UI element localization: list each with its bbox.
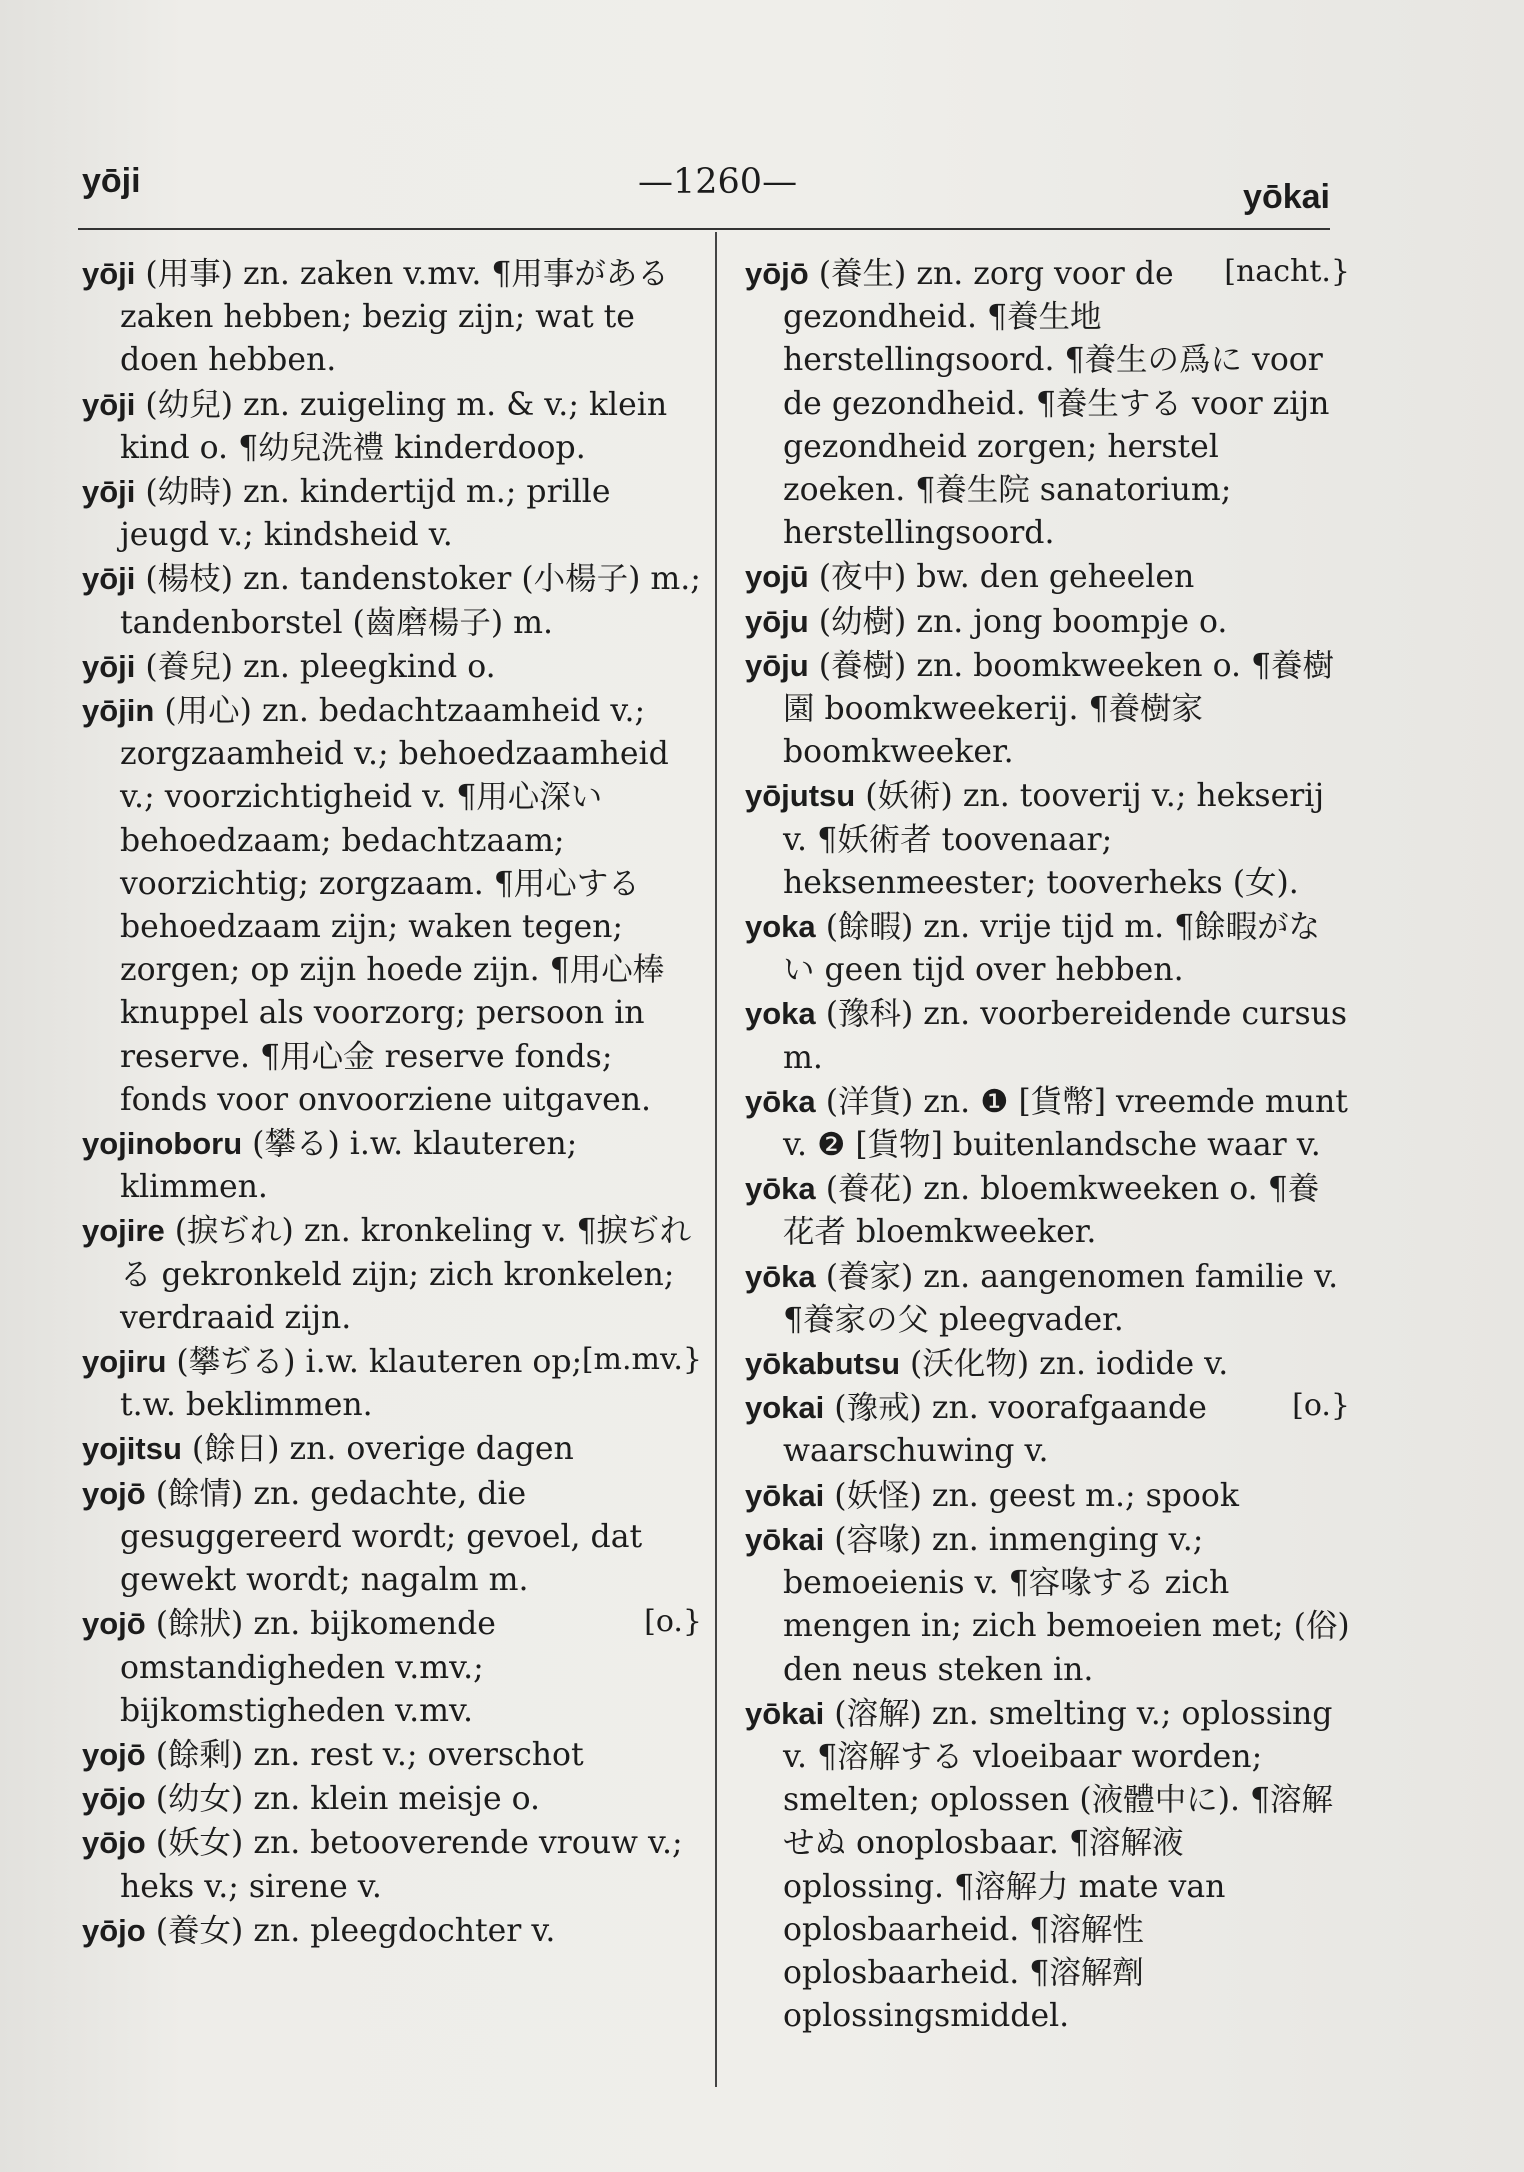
entry-definition: (幼樹) zn. jong boompje o.: [818, 603, 1228, 640]
dictionary-entry: [82, 1427, 702, 1471]
entry-headword: yōji: [82, 648, 136, 684]
dictionary-entry: [745, 644, 1350, 775]
page-header: [78, 150, 1330, 220]
entry-headword: yojō: [82, 1606, 146, 1642]
entry-definition: (溶解) zn. smelting v.; oplossing v. ¶溶解する vloeibaar worden; smelten; oplossen (液體中に). ¶溶解せぬ onoplosbaar. ¶溶解液 oplossing. ¶溶解力 mate van oplosbaarheid. ¶溶解性 oplosbaarheid. ¶溶解劑 oplossingsmiddel.: [783, 1695, 1334, 2035]
entry-definition: (幼女) zn. klein meisje o.: [155, 1781, 541, 1818]
dictionary-entry: [82, 689, 702, 1122]
dictionary-entry: [745, 1386, 1350, 1473]
dictionary-entry: [82, 1909, 702, 1953]
entry-definition: (養樹) zn. boomkweeken o. ¶養樹園 boomkweekerij. ¶養樹家 boomkweeker.: [783, 647, 1335, 771]
entry-headword: yōkai: [745, 1695, 825, 1731]
entry-headword: yojū: [745, 559, 809, 595]
dictionary-entry: [745, 774, 1350, 905]
dictionary-entry: [745, 1255, 1350, 1342]
entry-headword: yōjō: [745, 256, 809, 291]
entry-continuation-mark: [m.mv.}: [581, 1342, 702, 1378]
entry-definition: (捩ぢれ) zn. kronkeling v. ¶捩ぢれる gekronkeld zijn; zich kronkelen; verdraaid zijn.: [120, 1213, 692, 1336]
entry-headword: yōjo: [82, 1912, 146, 1948]
entry-definition: (餘剩) zn. rest v.; overschot: [155, 1736, 584, 1773]
dictionary-entry: [82, 383, 702, 470]
entry-definition: (養兒) zn. pleegkind o.: [145, 648, 496, 685]
dictionary-entry: [745, 1518, 1350, 1692]
left-column: [82, 252, 702, 1953]
left-running-head: yōji: [82, 162, 141, 200]
entry-headword: yokai: [745, 1390, 825, 1426]
entry-definition: (餘暇) zn. vrije tijd m. ¶餘暇がない geen tijd over hebben.: [783, 909, 1321, 989]
dictionary-entry: [745, 905, 1350, 992]
entry-headword: yoka: [745, 909, 816, 945]
entry-definition: (用事) zn. zaken v.mv. ¶用事がある zaken hebben; bezig zijn; wat te doen hebben.: [120, 256, 669, 379]
entry-definition: (妖怪) zn. geest m.; spook: [834, 1477, 1239, 1514]
dictionary-entry: [82, 1340, 702, 1427]
entry-definition: (洋貨) zn. ❶ [貨幣] vreemde munt v. ❷ [貨物] buitenlandsche waar v.: [783, 1083, 1348, 1164]
entry-definition: (養家) zn. aangenomen familie v. ¶養家の父 pleegvader.: [783, 1258, 1339, 1338]
entry-definition: (夜中) bw. den geheelen: [818, 559, 1195, 596]
header-rule: [78, 228, 1330, 230]
entry-headword: yōji: [82, 386, 136, 422]
dictionary-entry: [82, 470, 702, 557]
dictionary-entry: [82, 252, 702, 383]
dictionary-entry: [82, 557, 702, 644]
entry-continuation-mark: [o.}: [644, 1604, 702, 1640]
page-number: —1260—: [638, 162, 798, 202]
dictionary-entry: [82, 1821, 702, 1908]
dictionary-entry: [745, 1692, 1350, 2039]
dictionary-entry: [82, 1777, 702, 1821]
entry-definition: (妖術) zn. tooverij v.; hekserij v. ¶妖術者 toovenaar; heksenmeester; tooverheks (女).: [783, 778, 1325, 901]
entry-definition: (沃化物) zn. iodide v.: [910, 1346, 1229, 1383]
dictionary-entry: [82, 1122, 702, 1209]
entry-headword: yōju: [745, 647, 809, 683]
column-divider: [715, 232, 717, 2087]
entry-headword: yōka: [745, 1171, 816, 1207]
entry-definition: (餘狀) zn. bijkomende omstandigheden v.mv.; bijkomstigheden v.mv.: [120, 1606, 496, 1729]
entry-headword: yojō: [82, 1475, 146, 1511]
entry-definition: (楊枝) zn. tandenstoker (小楊子) m.; tandenborstel (齒磨楊子) m.: [120, 561, 701, 641]
entry-headword: yojō: [82, 1736, 146, 1772]
entry-definition: (妖女) zn. betooverende vrouw v.; heks v.; sirene v.: [120, 1825, 683, 1905]
dictionary-entry: [745, 1167, 1350, 1254]
entry-headword: yōka: [745, 1258, 816, 1294]
entry-headword: yōji: [82, 561, 136, 597]
entry-headword: yoka: [745, 996, 816, 1032]
entry-headword: yōju: [745, 603, 809, 639]
entry-definition: (餘情) zn. gedachte, die gesuggereerd wordt; gevoel, dat gewekt wordt; nagalm m.: [120, 1475, 643, 1599]
entry-definition: (餘日) zn. overige dagen: [191, 1431, 574, 1468]
entry-definition: (豫戒) zn. voorafgaande waarschuwing v.: [783, 1390, 1207, 1470]
dictionary-entry: [745, 555, 1350, 599]
entry-continuation-mark: [o.}: [1292, 1388, 1350, 1424]
entry-continuation-mark: [nacht.}: [1224, 254, 1350, 289]
dictionary-entry: [745, 1474, 1350, 1518]
entry-definition: (養生) zn. zorg voor de gezondheid. ¶養生地 herstellingsoord. ¶養生の爲に voor de gezondheid. ¶養生する voor zijn gezondheid zorgen; herstel zoeken. ¶養生院 sanatorium; herstellingsoord.: [783, 256, 1330, 552]
dictionary-entry: [82, 1602, 702, 1733]
dictionary-entry: [745, 252, 1350, 555]
dictionary-entry: [82, 1209, 702, 1340]
entry-headword: yōkai: [745, 1521, 825, 1557]
dictionary-entry: [745, 1080, 1350, 1167]
dictionary-entry: [745, 1342, 1350, 1386]
entry-definition: (豫科) zn. voorbereidende cursus m.: [783, 996, 1348, 1076]
entry-definition: (幼兒) zn. zuigeling m. & v.; klein kind o. ¶幼兒洗禮 kinderdoop.: [120, 386, 668, 466]
right-running-head: yōkai: [1243, 178, 1330, 216]
entry-headword: yōji: [82, 474, 136, 510]
dictionary-entry: [82, 1472, 702, 1603]
dictionary-entry: [745, 600, 1350, 644]
entry-definition: (容喙) zn. inmenging v.; bemoeienis v. ¶容喙する zich mengen in; zich bemoeien met; (俗) den neus steken in.: [783, 1521, 1350, 1688]
entry-headword: yōkabutsu: [745, 1346, 901, 1382]
entry-definition: (用心) zn. bedachtzaamheid v.; zorgzaamheid v.; behoedzaamheid v.; voorzichtigheid v. ¶用心深い behoedzaam; bedachtzaam; voorzichtig; zorgzaam. ¶用心する behoedzaam zijn; waken tegen; zorgen; op zijn hoede zijn. ¶用心棒 knuppel als voorzorg; persoon in reserve. ¶用心金 reserve fonds; fonds voor onvoorziene uitgaven.: [120, 693, 669, 1118]
entry-headword: yōjo: [82, 1781, 146, 1817]
entry-definition: (幼時) zn. kindertijd m.; prille jeugd v.; kindsheid v.: [120, 474, 611, 554]
entry-definition: (攀る) i.w. klauteren; klimmen.: [120, 1126, 578, 1206]
entry-headword: yōkai: [745, 1477, 825, 1513]
entry-headword: yōka: [745, 1083, 816, 1119]
entry-headword: yojitsu: [82, 1431, 182, 1467]
entry-headword: yojiru: [82, 1344, 167, 1380]
dictionary-entry: [82, 1733, 702, 1777]
dictionary-entry: [745, 992, 1350, 1079]
entry-headword: yojinoboru: [82, 1126, 243, 1162]
dictionary-entry: [82, 645, 702, 689]
entry-headword: yojire: [82, 1213, 165, 1249]
entry-headword: yōji: [82, 256, 136, 291]
entry-definition: (養女) zn. pleegdochter v.: [155, 1912, 556, 1949]
right-column: [745, 252, 1350, 2038]
entry-definition: (養花) zn. bloemkweeken o. ¶養花者 bloemkweeker.: [783, 1171, 1320, 1251]
entry-headword: yōjutsu: [745, 778, 856, 814]
entry-definition: (攀ぢる) i.w. klauteren op; t.w. beklimmen.: [120, 1344, 583, 1424]
entry-headword: yōjin: [82, 693, 155, 729]
entry-headword: yōjo: [82, 1825, 146, 1861]
